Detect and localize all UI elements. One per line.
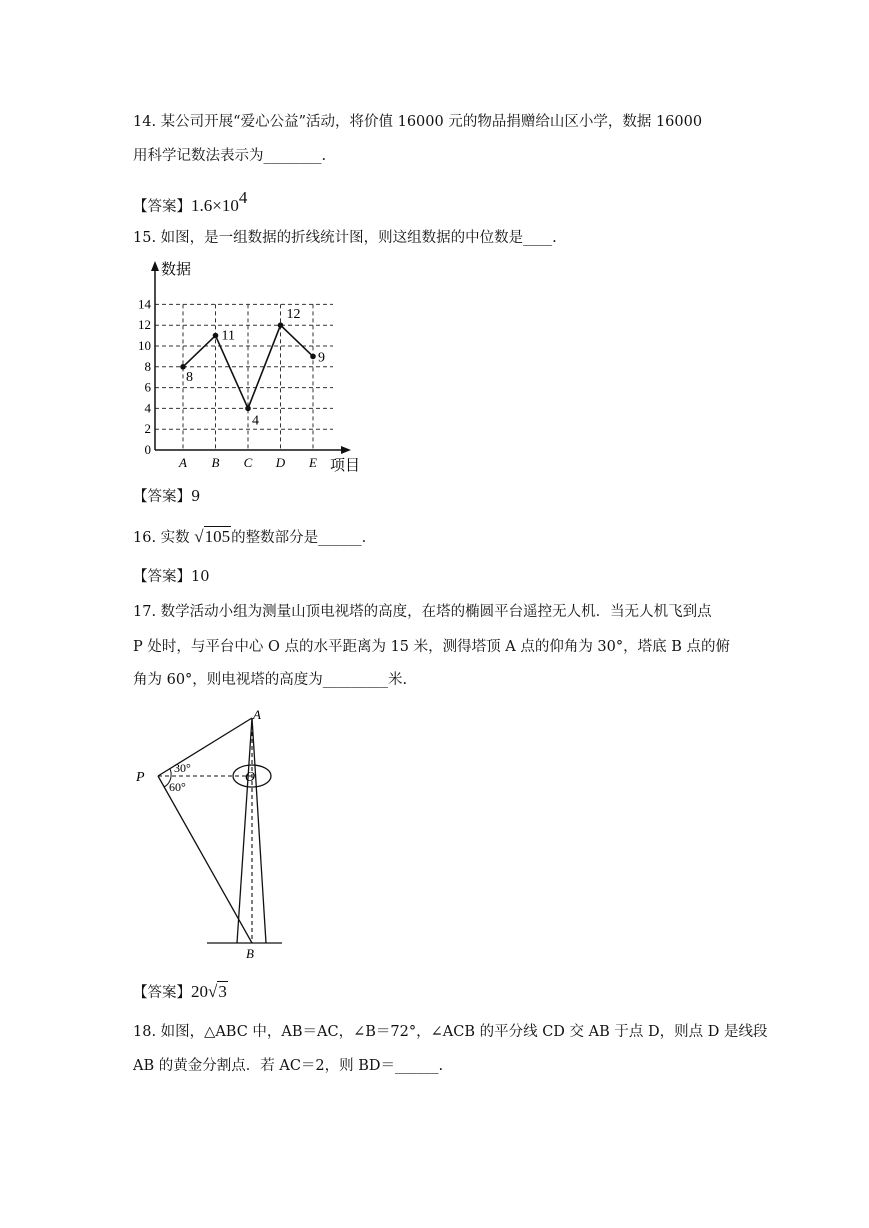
q16-text xyxy=(133,527,743,548)
q17-line3: 角为 60°，则电视塔的高度为_________米. xyxy=(133,672,408,688)
q18-line1: 18. 如图，△ABC 中，AB＝AC，∠B＝72°，∠ACB 的平分线 CD 交 AB 于点 D，则点 D 是线段 xyxy=(133,1024,768,1040)
label-B: B xyxy=(246,946,254,961)
label-A: A xyxy=(253,707,261,722)
q16-answer xyxy=(133,567,743,587)
y-tick-label: 12 xyxy=(138,317,151,333)
sight-line-to-A xyxy=(158,718,252,776)
data-label: 9 xyxy=(318,350,325,366)
q16-radicand: 105 xyxy=(204,527,231,546)
q14-answer xyxy=(133,188,743,217)
angle-arc-30 xyxy=(170,769,171,776)
q17-answer xyxy=(133,982,743,1003)
y-axis-label: 数据 xyxy=(161,262,192,278)
x-tick-label: E xyxy=(309,455,317,470)
answer-label: 【答案】 xyxy=(133,199,191,215)
data-label: 11 xyxy=(221,328,235,344)
tower-left-edge xyxy=(237,718,252,943)
q14-answer-exponent: 4 xyxy=(238,188,248,207)
q17-answer-coef: 20 xyxy=(191,982,208,1001)
data-label: 12 xyxy=(286,307,301,323)
q16-prefix: 16. 实数 xyxy=(133,530,190,546)
q17-line1: 17. 数学活动小组为测量山顶电视塔的高度，在塔的椭圆平台遥控无人机．当无人机飞到点 xyxy=(133,604,712,620)
data-point xyxy=(213,333,219,339)
data-point xyxy=(245,406,251,412)
y-tick-label: 2 xyxy=(144,421,151,437)
x-tick-label: C xyxy=(243,455,253,470)
data-point xyxy=(310,354,316,360)
answer-label: 【答案】 xyxy=(133,489,191,505)
x-tick-label: B xyxy=(211,455,220,470)
line-chart xyxy=(125,255,375,480)
data-point xyxy=(278,322,284,328)
x-axis-arrow xyxy=(341,446,351,454)
y-axis-arrow xyxy=(151,261,159,271)
x-tick-label: D xyxy=(275,455,286,470)
angle-label-60: 60° xyxy=(169,780,186,794)
y-tick-label: 8 xyxy=(144,358,151,374)
y-tick-label: 14 xyxy=(138,296,151,312)
q16-suffix: 的整数部分是______. xyxy=(231,530,367,546)
data-point xyxy=(180,364,186,370)
x-tick-label: A xyxy=(179,455,187,470)
q17-answer-radicand: 3 xyxy=(218,982,227,1001)
data-label: 8 xyxy=(186,369,193,385)
sqrt-expression: √105 xyxy=(194,527,231,546)
answer-label: 【答案】 xyxy=(133,985,191,1001)
q15-answer-value: 9 xyxy=(191,489,201,505)
sqrt-expression: √3 xyxy=(208,982,227,1001)
q17-line2: P 处时，与平台中心 O 点的水平距离为 15 米，测得塔顶 A 点的仰角为 30°，塔底 B 点的俯 xyxy=(133,639,731,655)
tower-right-edge xyxy=(252,718,266,943)
q15-text: 15. 如图，是一组数据的折线统计图，则这组数据的中位数是____. xyxy=(133,230,557,246)
tower-diagram xyxy=(130,700,290,965)
q16-answer-value: 10 xyxy=(191,569,210,585)
x-axis-label: 项目 xyxy=(330,458,361,474)
angle-label-30: 30° xyxy=(174,761,191,775)
y-tick-label: 4 xyxy=(144,400,151,416)
y-tick-label: 0 xyxy=(144,442,151,457)
sight-line-to-B xyxy=(158,776,252,943)
q15-answer xyxy=(133,487,743,507)
label-O: O xyxy=(245,770,256,785)
q18-line2: AB 的黄金分割点．若 AC＝2，则 BD＝______. xyxy=(133,1058,444,1074)
q14-line2: 用科学记数法表示为________. xyxy=(133,148,327,164)
answer-label: 【答案】 xyxy=(133,569,191,585)
y-tick-label: 10 xyxy=(138,338,151,353)
label-P: P xyxy=(136,770,145,785)
data-label: 4 xyxy=(252,413,259,429)
q14-line1: 14. 某公司开展“爱心公益”活动，将价值 16000 元的物品捐赠给山区小学，数据 16000 xyxy=(133,114,703,130)
q14-answer-base: 1.6×10 xyxy=(191,196,239,215)
y-tick-label: 6 xyxy=(144,379,151,395)
